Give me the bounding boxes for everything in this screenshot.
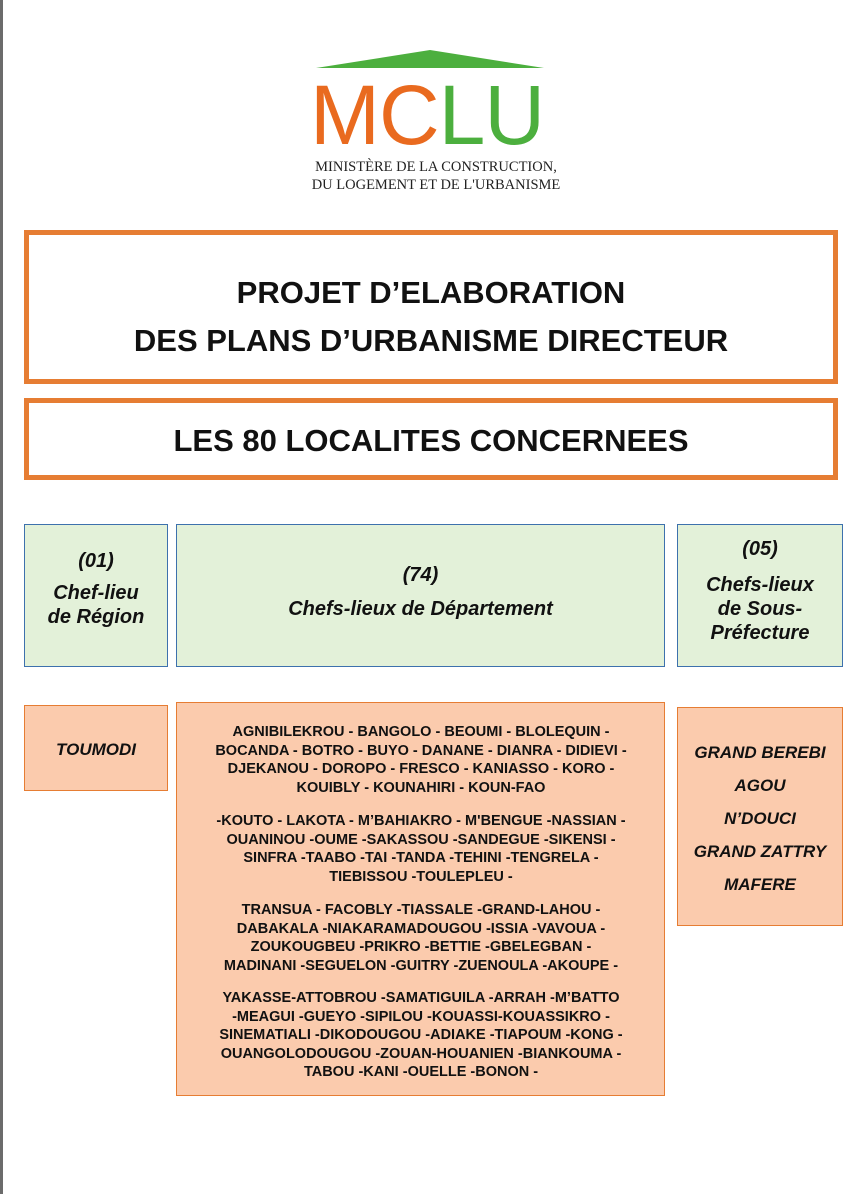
logo-u: U [484,68,545,162]
region-capital-box [24,705,168,791]
department-line: SINFRA -TAABO -TAI -TANDA -TEHINI -TENGRELA - [243,850,599,866]
department-line: BOCANDA - BOTRO - BUYO - DANANE - DIANRA - DIDIEVI - [215,742,627,759]
localities-title: LES 80 LOCALITES CONCERNEES [173,423,689,458]
ministry-line-1: MINISTÈRE DE LA CONSTRUCTION, [315,159,557,175]
subprefecture-capital: AGOU [734,776,786,795]
department-line: DJEKANOU - DOROPO - FRESCO - KANIASSO - KORO - [227,761,615,777]
region-capital: TOUMODI [56,740,136,759]
category-count: (74) [402,564,439,586]
department-line: TRANSUA - FACOBLY -TIASSALE -GRAND-LAHOU - [241,902,601,918]
project-title-line-1: PROJET D’ELABORATION [236,275,626,310]
department-line: -KOUTO - LAKOTA - M’BAHIAKRO - M'BENGUE -NASSIAN - [216,813,626,829]
department-line: OUANINOU -OUME -SAKASSOU -SANDEGUE -SIKENSI - [226,831,616,848]
department-paragraph-3 [183,901,659,975]
category-label-line: Chefs-lieux [706,574,814,596]
localities-title-box [24,398,838,480]
department-line: TIEBISSOU -TOULEPLEU - [329,868,513,885]
category-count: (01) [78,550,114,572]
subprefecture-capital: N’DOUCI [724,809,796,828]
category-label-line: de Région [47,606,145,628]
department-line: SINEMATIALI -DIKODOUGOU -ADIAKE -TIAPOUM -KONG - [219,1027,623,1043]
category-region-header [24,524,168,667]
department-line: ZOUKOUGBEU -PRIKRO -BETTIE -GBELEGBAN - [250,939,592,955]
department-line: MADINANI -SEGUELON -GUITRY -ZUENOULA -AKOUPE - [223,957,619,974]
department-line: TABOU -KANI -OUELLE -BONON - [303,1064,539,1080]
department-line: DABAKALA -NIAKARAMADOUGOU -ISSIA -VAVOUA - [236,920,606,937]
project-title-line-2: DES PLANS D’URBANISME DIRECTEUR [133,323,729,358]
department-line: -MEAGUI -GUEYO -SIPILOU -KOUASSI-KOUASSIKRO - [232,1008,610,1025]
project-title-box [24,230,838,384]
logo-l: L [438,68,485,162]
logo-m: M [310,68,379,162]
department-line: OUANGOLODOUGOU -ZOUAN-HOUANIEN -BIANKOUMA - [220,1045,622,1062]
department-paragraph-1 [183,723,659,797]
department-capitals-box [176,702,665,1096]
department-line: KOUIBLY - KOUNAHIRI - KOUN-FAO [296,779,546,796]
category-count: (05) [742,538,778,560]
department-paragraph-2 [183,812,659,886]
subprefecture-capital: GRAND BEREBI [694,743,826,762]
logo-wordmark [310,70,550,160]
logo-c: C [378,68,439,162]
category-label-line: Chef-lieu [53,582,139,604]
roof-icon [310,48,550,70]
subprefecture-capital: GRAND ZATTRY [693,842,827,861]
subprefecture-capitals-box [677,707,843,926]
department-line: AGNIBILEKROU - BANGOLO - BEOUMI - BLOLEQUIN - [232,724,610,740]
ministry-name [296,158,576,194]
category-department-header [176,524,665,667]
department-paragraph-4 [183,989,659,1082]
ministry-line-2: DU LOGEMENT ET DE L'URBANISME [311,177,561,193]
department-line: YAKASSE-ATTOBROU -SAMATIGUILA -ARRAH -M’BATTO [222,990,620,1006]
page-edge [0,0,3,1194]
category-label-line: de Sous- [717,598,803,620]
category-label-line: Préfecture [710,622,810,644]
mclu-logo [296,48,576,198]
category-label-line: Chefs-lieux de Département [288,598,553,620]
category-subprefecture-header [677,524,843,667]
subprefecture-capital: MAFERE [724,875,796,894]
